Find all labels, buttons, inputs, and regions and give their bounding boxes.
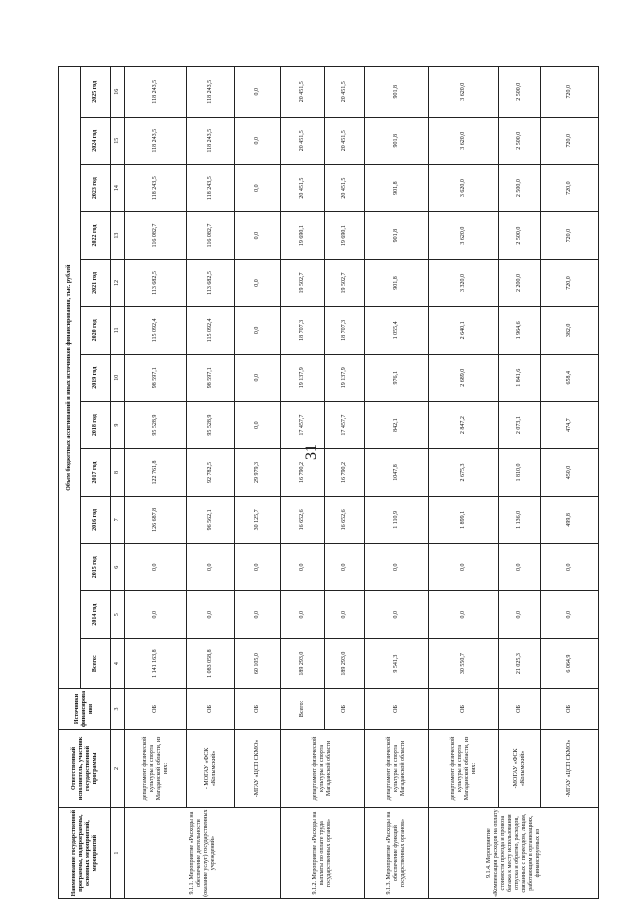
row-value: 2 847,2 [429, 401, 499, 448]
row-value: 0,0 [365, 591, 429, 638]
row-value: 842,1 [365, 401, 429, 448]
table-row [125, 67, 187, 899]
header-year: 2020 год [81, 307, 111, 354]
row-executor: департамент физической культуры и спорта Магаданской области, из них: [429, 729, 499, 808]
row-value: 3 320,0 [429, 259, 499, 306]
row-value: 20 451,5 [325, 67, 365, 118]
row-value: 0,0 [235, 591, 281, 638]
row-value: 19 690,1 [281, 212, 325, 259]
column-index: 7 [111, 496, 125, 543]
column-index: 5 [111, 591, 125, 638]
row-value: 0,0 [365, 544, 429, 591]
table-row [365, 67, 429, 899]
row-value: 16 652,6 [281, 496, 325, 543]
row-value: 2 500,0 [499, 164, 541, 211]
row-source: ОБ [499, 689, 541, 729]
header-year: 2021 год [81, 259, 111, 306]
row-value: 0,0 [235, 354, 281, 401]
row-value: 115 092,4 [187, 307, 235, 354]
row-value: 2 073,1 [499, 401, 541, 448]
row-value: 20 451,5 [281, 164, 325, 211]
column-index: 1 [111, 808, 125, 899]
row-value: 450,0 [541, 449, 599, 496]
row-value: 98 597,1 [125, 354, 187, 401]
row-value: 2 689,0 [429, 354, 499, 401]
table-row [281, 67, 325, 899]
header-year: 2018 год [81, 401, 111, 448]
budget-table-rotated [58, 66, 578, 899]
row-value: 18 707,3 [281, 307, 325, 354]
row-value: 0,0 [325, 544, 365, 591]
row-value: 20 451,5 [281, 67, 325, 118]
header-name: Наименование государственной программы, подпрограммы, основных мероприятий, мероприятий [59, 808, 111, 899]
row-value: 0,0 [235, 117, 281, 164]
row-value: 1047,8 [365, 449, 429, 496]
row-value: 0,0 [125, 544, 187, 591]
row-value: 901,8 [365, 67, 429, 118]
row-source: ОБ [187, 689, 235, 729]
row-executor: - МОГАУ «ФСК «Колымский» [187, 729, 235, 808]
row-value: 20 451,5 [325, 117, 365, 164]
row-value: 30 550,7 [429, 638, 499, 688]
row-value: 16 652,6 [325, 496, 365, 543]
row-value: 9 541,3 [365, 638, 429, 688]
table-row [235, 67, 281, 899]
row-value: 1 083 058,8 [187, 638, 235, 688]
header-year: 2017 год [81, 449, 111, 496]
row-value: 474,7 [541, 401, 599, 448]
row-value: 0,0 [235, 544, 281, 591]
table-row [499, 67, 541, 899]
row-value: 6 064,9 [541, 638, 599, 688]
row-value: 118 243,5 [187, 67, 235, 118]
row-value: 118 243,5 [125, 117, 187, 164]
row-value: 18 707,3 [325, 307, 365, 354]
row-value: 0,0 [541, 591, 599, 638]
header-year: 2022 год [81, 212, 111, 259]
row-value: 126 687,8 [125, 496, 187, 543]
row-value: 96 562,1 [187, 496, 235, 543]
row-value: 3 620,0 [429, 212, 499, 259]
row-executor: департамент физической культуры и спорта Магаданской области [365, 729, 429, 808]
column-index: 16 [111, 67, 125, 118]
row-value: 95 528,9 [187, 401, 235, 448]
row-value: 0,0 [235, 164, 281, 211]
row-value: 1 055,4 [365, 307, 429, 354]
row-value: 0,0 [187, 591, 235, 638]
header-total: Всего: [81, 638, 111, 688]
row-value: 1 141 163,8 [125, 638, 187, 688]
row-value: 0,0 [235, 67, 281, 118]
row-value: 16 790,2 [281, 449, 325, 496]
row-value: 0,0 [281, 591, 325, 638]
row-value: 1 110,9 [365, 496, 429, 543]
row-value: 901,8 [365, 164, 429, 211]
row-value: 976,1 [365, 354, 429, 401]
column-index: 15 [111, 117, 125, 164]
row-value: 720,0 [541, 212, 599, 259]
table-row [429, 67, 499, 899]
row-value: 21 025,3 [499, 638, 541, 688]
row-value: 382,0 [541, 307, 599, 354]
row-source: ОБ [325, 689, 365, 729]
row-value: 17 457,7 [325, 401, 365, 448]
row-value: 901,8 [365, 212, 429, 259]
row-value: 115 092,4 [125, 307, 187, 354]
row-value: 0,0 [281, 544, 325, 591]
column-index: 9 [111, 401, 125, 448]
row-value: 16 790,2 [325, 449, 365, 496]
row-value: 1 964,6 [499, 307, 541, 354]
budget-table [58, 66, 599, 899]
row-value: 901,8 [365, 259, 429, 306]
row-value: 1 899,1 [429, 496, 499, 543]
row-value: 20 451,5 [325, 164, 365, 211]
column-index: 10 [111, 354, 125, 401]
row-value: 0,0 [499, 591, 541, 638]
row-value: 19 502,7 [281, 259, 325, 306]
header-source: Источники финансирования [59, 689, 111, 729]
column-index: 8 [111, 449, 125, 496]
row-value: 2 500,0 [499, 117, 541, 164]
row-name: 9.1.2. Мероприятие «Расходы на выплаты по оплате труда государственных органов» [281, 808, 365, 899]
column-index: 2 [111, 729, 125, 808]
row-value: 118 243,5 [187, 164, 235, 211]
row-value: 122 761,8 [125, 449, 187, 496]
row-value: 658,4 [541, 354, 599, 401]
column-index: 6 [111, 544, 125, 591]
row-value: 499,8 [541, 496, 599, 543]
row-value: 0,0 [235, 212, 281, 259]
row-value: 98 597,1 [187, 354, 235, 401]
header-year: 2015 год [81, 544, 111, 591]
row-value: 2 500,0 [499, 67, 541, 118]
row-value: 19 137,9 [325, 354, 365, 401]
row-value: 113 682,5 [187, 259, 235, 306]
row-value: 720,0 [541, 259, 599, 306]
row-value: 189 293,0 [281, 638, 325, 688]
row-value: 720,0 [541, 164, 599, 211]
row-value: 92 782,5 [187, 449, 235, 496]
row-value: 118 243,5 [125, 164, 187, 211]
row-value: 0,0 [235, 307, 281, 354]
header-year: 2014 год [81, 591, 111, 638]
row-value: 720,0 [541, 117, 599, 164]
row-value: 0,0 [429, 591, 499, 638]
row-value: 19 502,7 [325, 259, 365, 306]
row-value: 0,0 [325, 591, 365, 638]
header-executor: Ответственный исполнитель, участник государственной программы [59, 729, 111, 808]
row-value: 95 528,9 [125, 401, 187, 448]
row-value: 118 243,5 [125, 67, 187, 118]
row-value: 3 620,0 [429, 117, 499, 164]
column-index: 11 [111, 307, 125, 354]
row-value: 116 082,7 [187, 212, 235, 259]
row-value: 118 243,5 [187, 117, 235, 164]
row-executor: -МГАУ «ЦСП СКМО» [235, 729, 281, 808]
row-value: 3 620,0 [429, 164, 499, 211]
row-executor: -МОГАУ «ФСК «Колымский» [499, 729, 541, 808]
row-value: 720,0 [541, 67, 599, 118]
row-value: 1 810,0 [499, 449, 541, 496]
column-index: 12 [111, 259, 125, 306]
row-value: 0,0 [235, 401, 281, 448]
row-value: 19 690,1 [325, 212, 365, 259]
row-value: 0,0 [235, 259, 281, 306]
row-value: 60 105,0 [235, 638, 281, 688]
row-executor: департамент физической культуры и спорта Магаданской области, из них: [125, 729, 187, 808]
header-year: 2019 год [81, 354, 111, 401]
row-value: 2 675,3 [429, 449, 499, 496]
row-source: ОБ [429, 689, 499, 729]
header-year: 2016 год [81, 496, 111, 543]
row-executor: -МГАУ «ЦСП СКМО» [541, 729, 599, 808]
row-value: 2 500,0 [499, 212, 541, 259]
row-executor: департамент физической культуры и спорта Магаданской области [281, 729, 365, 808]
row-name: 9.1.1. Мероприятие «Расходы на обеспечение деятельности (оказание услуг) государственных учреждений» [125, 808, 281, 899]
row-value: 116 082,7 [125, 212, 187, 259]
column-index: 4 [111, 638, 125, 688]
row-value: 901,8 [365, 117, 429, 164]
column-index: 3 [111, 689, 125, 729]
row-value: 29 979,3 [235, 449, 281, 496]
row-source: ОБ [235, 689, 281, 729]
row-value: 2 640,1 [429, 307, 499, 354]
row-value: 1 136,0 [499, 496, 541, 543]
header-year: 2024 год [81, 117, 111, 164]
row-name: 9.1.3. Мероприятие «Расходы на обеспечение функций государственных органов» [365, 808, 429, 899]
row-value: 0,0 [541, 544, 599, 591]
row-value: 0,0 [499, 544, 541, 591]
row-value: 189 293,0 [325, 638, 365, 688]
table-row [187, 67, 235, 899]
table-row [541, 67, 599, 899]
header-year: 2025 год [81, 67, 111, 118]
row-value: 20 451,5 [281, 117, 325, 164]
page-number: 31 [303, 444, 320, 460]
row-value: 30 125,7 [235, 496, 281, 543]
row-value: 1 841,6 [499, 354, 541, 401]
header-year: 2023 год [81, 164, 111, 211]
row-value: 3 620,0 [429, 67, 499, 118]
row-source: ОБ [365, 689, 429, 729]
row-value: 113 682,5 [125, 259, 187, 306]
row-source: ОБ [541, 689, 599, 729]
column-index: 14 [111, 164, 125, 211]
row-value: 0,0 [125, 591, 187, 638]
row-source: Всего: [281, 689, 325, 729]
column-index: 13 [111, 212, 125, 259]
row-value: 0,0 [187, 544, 235, 591]
row-value: 2 200,0 [499, 259, 541, 306]
row-source: ОБ [125, 689, 187, 729]
row-value: 17 457,7 [281, 401, 325, 448]
row-name: 9.1.4. Мероприятие «Компенсация расходов на оплату стоимости проезда и провоза багажа к месту использования отпуска и обратно, расходов, связанных с переездом, лицам, работающим в организациях, финансируемых из [429, 808, 599, 899]
row-value: 0,0 [429, 544, 499, 591]
row-value: 19 137,9 [281, 354, 325, 401]
header-funding-group: Объем бюджетных ассигнований и иных источников финансирования, тыс. рублей [59, 67, 81, 689]
